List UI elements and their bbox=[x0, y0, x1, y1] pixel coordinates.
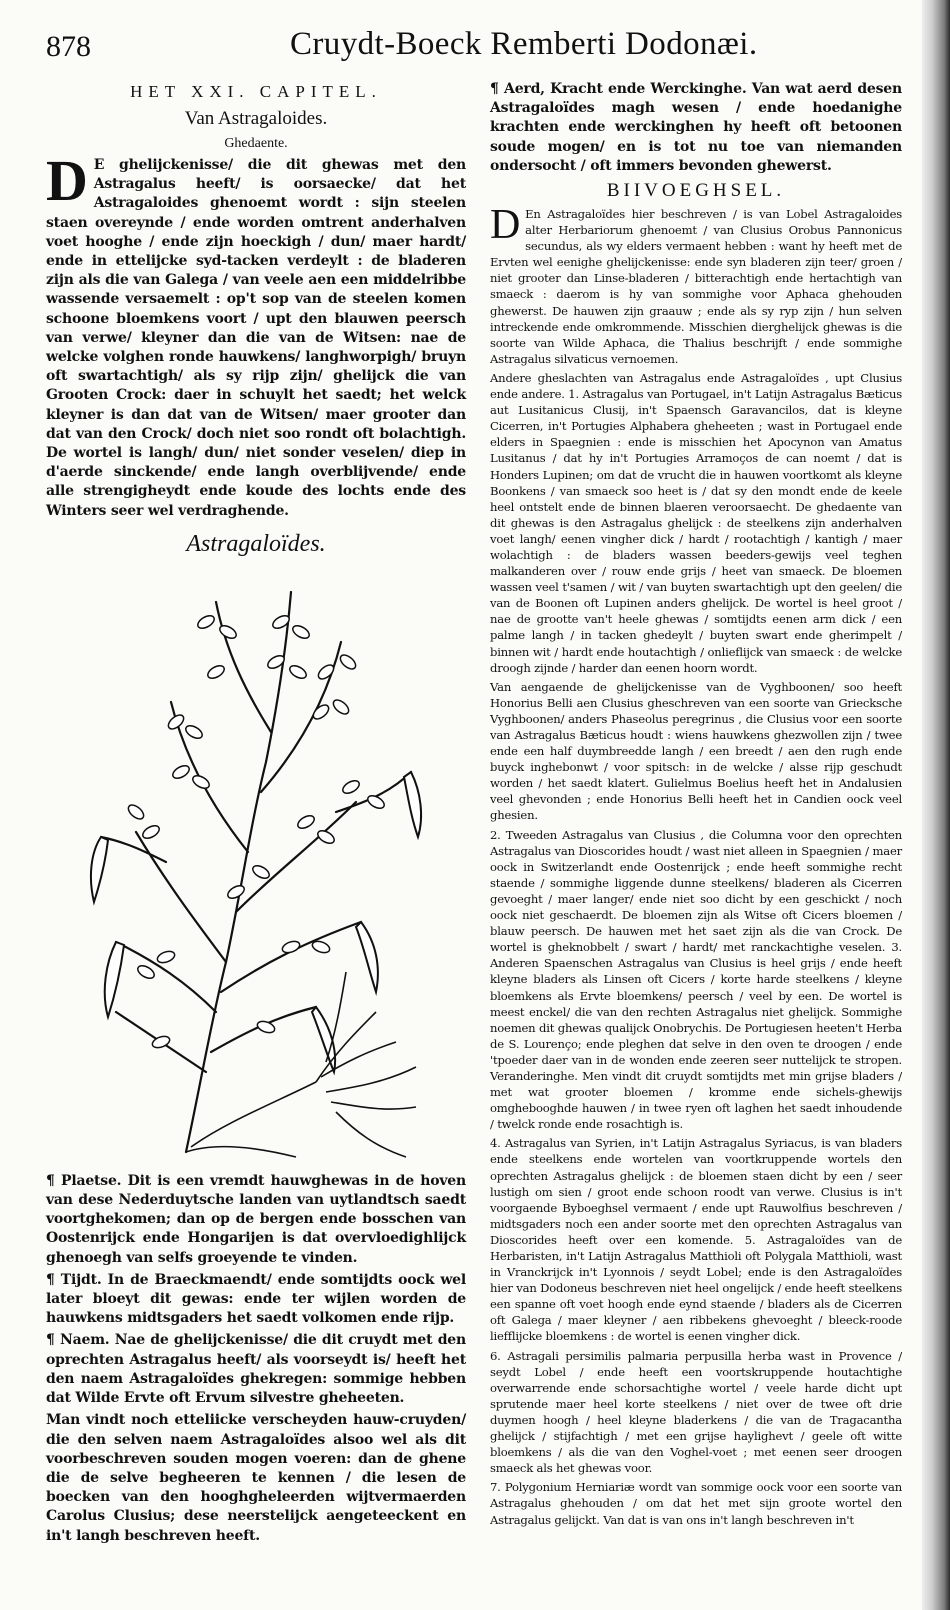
species-paragraph-7: 7. Polygonium Herniariæ wordt van sommige oock voor een soorte van Astragalus ghehouden / om dat het met sijn groote wortel den Astragalus gelijckt. Van dat is van ons in't langh beschreven in't bbox=[490, 1480, 902, 1527]
bijvoeghsel-heading: BIIVOEGHSEL. bbox=[606, 180, 786, 202]
species-paragraph-vyghboonen: Van aengaende de ghelijckenisse van de Vyghboonen/ soo heeft Honorius Belli aen Clusius gheschreven van een soorte van Griecksche Vyghboonen/ anders Phaseolus peregrinus , die Clusius voor een soorte van Astragalus Bæticus houdt : wiens hauwkens ghezwollen zijn / twee ende een half duymbreedde langh / een breedt / aen den rugh ende buyck inghebonwt / voor spitsch: in de welcke / alsse rijp geschudt worden / het saedt klatert. Gulielmus Boelius heeft het in Andalusien veel ghevonden ; ende Honorius Belli heeft het in Candien oock veel ghesien. bbox=[490, 679, 902, 823]
description-text: E ghelijckenisse/ die dit ghewas met den Astragalus heeft/ is oorsaecke/ dat het Astragaloides ghenoemt wordt : sijn steelen staen overeynde / ende worden omtrent anderhalven voet hooghe / ende zijn hoeckigh / dun/ maer hardt/ ende in ettelijcke syd-tacken verdeylt : de bladeren zijn als die van Galega / van veele aen een middelribbe wassende versaemelt : op't sop van de steelen komen schoone bloemkens voort / upt den blauwen peersch van verwe/ kleyner dan die van de Witsen: nae de welcke volghen ronde hauwkens/ langhworpigh/ bruyn oft swartachtigh/ als sy rijp zijn/ ghelijck die van Grooten Crock: daer in schuylt het saedt; het welck kleyner is dan dat van de Witsen/ maer grooter dan dat van den Crock/ doch niet soo rondt oft bolachtigh. De wortel is langh/ dun/ niet sonder veselen/ diep in d'aerde sinckende/ ende langh overblijvende/ ende alle strengigheydt ende koude des lochts ende des Winters seer wel verdraghende. bbox=[46, 157, 466, 519]
plaetse-paragraph: ¶ Plaetse. Dit is een vremdt hauwghewas in de hoven van dese Nederduytsche landen van uytlandtsch saedt voortghekomen; dan op de bergen ende bosschen van Oostenrijck ende Hongarijen is dat overvloedighlijck ghenoegh van selfs groeyende te vinden. bbox=[46, 1172, 466, 1266]
left-column bbox=[46, 80, 466, 1549]
chapter-heading: HET XXI. CAPITEL. bbox=[130, 82, 382, 101]
drop-cap-right: D bbox=[490, 202, 521, 249]
page-edge-shadow bbox=[922, 0, 950, 1610]
chapter-subtitle: Van Astragaloides. bbox=[184, 108, 328, 129]
species-paragraph-1: Andere gheslachten van Astragalus ende Astragaloïdes , upt Clusius ende andere. 1. Astragalus van Portugael, in't Latijn Astragalus Bæticus aut Lusitanicus Clusij, in't Spaensch Garavancilos, dat is kleyne Cicerren, in't Portugies Alphabera gheheeten ; wast in Portugael ende elders in Spaegnien : ende is misschien het Apocynon van Amatus Lusitanus / dat hy in't Portugies Arramoços de can noemt / dat is Honders Lupinen; om dat de vrucht die in hauwen voortkomt als kleyne Boonkens / van smaeck soo heet is / dat sy den mondt ende de keele heel ontstelt ende de binnen blaeren veroorsaecht. De ghedaente van dit ghewas is den Astragalus ghelijck : de steelkens zijn anderhalven voet langh/ eenen vingher dick / hardt / rootachtigh / kantigh / maer wolachtigh : de bladers wassen beeders-gewijs veel teghen malkanderen over / rouw ende grijs / heet van smaeck. De bloemen wassen veel t'samen / wit / van buyten swartachtigh upt den geelen/ die van de Boonen oft Lupinen anders ghelijck. De wortel is heel groot / nae de grootte van't heele ghewas / somtijdts eenen arm dick / een palme langh / in tacken ghedeylt / buyten swart ende gherimpelt / binnen wit / hardt ende houtachtigh / onlieflijck van smaeck : de welcke droogh zijnde / harder dan eenen hoorn wordt. bbox=[490, 370, 902, 675]
bijvoeghsel-intro-text: En Astragaloïdes hier beschreven / is van Lobel Astragaloides alter Herbariorum ghenoemt / van Clusius Orobus Pannonicus secundus, als wy elders vermaent hebben : want hy heeft met de Ervten wel eenighe ghelijckenisse: ende syn bladeren zijn teer/ groen / niet grooter dan Linse-bladeren / bitterachtigh ende hertachtigh van smaeck : daerom is hy van sommighe voor Aphaca ghehouden ghewerst. De hauwen zijn graauw ; ende als sy ryp zijn / hun selven intreckende ende omkrommende. Misschien dierghelijck ghewas is die soorte van Wilde Aphaca, die Thalius beschrijft / ende sommighe Astragalus silvaticus vernoemen. bbox=[490, 207, 902, 366]
right-column bbox=[490, 80, 902, 1531]
astragaloides-woodcut-illustration bbox=[76, 562, 436, 1172]
naem-paragraph: ¶ Naem. Nae de ghelijckenisse/ die dit cruydt met den oprechten Astragalus heeft/ als voorseydt is/ heeft het den naem Astragaloïdes ghekregen: sommige hebben dat Wilde Ervte oft Ervum silvestre gheheeten. bbox=[46, 1332, 466, 1407]
species-paragraph-6: 6. Astragali persimilis palmaria perpusilla herba wast in Provence / seydt Lobel / ende heeft een voortskruppende houtachtighe overwarrende ende schorsachtighe wortel / veele harde dicht upt sprutende maer heel korte steelkens / niet over de twee oft drie duymen hoogh / heel kleyne bladerkens / die van de Tragacantha ghelijck / stijfachtigh / met een grijse haylighevt / geele oft witte bloemkens / als die van den Voghel-voet ; met eenen seer droogen smaeck als het ghewas voor. bbox=[490, 1348, 902, 1476]
drop-cap: D bbox=[46, 148, 88, 213]
tijdt-paragraph: ¶ Tijdt. In de Braeckmaendt/ ende somtijdts oock wel later bloeyt dit gewas: ende ter wijlen worden de hauwkens midtsgaders het saedt volkomen ende rijp. bbox=[46, 1271, 466, 1327]
aerd-paragraph: ¶ Aerd, Kracht ende Werckinghe. Van wat aerd desen Astragaloïdes magh wesen / ende hoedanighe krachten ende werckinghen hy heeft oft betoonen soude mogen/ en is tot nu toe van niemanden ondersocht / oft immers bevonden ghewerst. bbox=[490, 81, 902, 174]
figure-caption: Astragaloïdes. bbox=[186, 530, 326, 557]
bijvoeghsel-intro-paragraph bbox=[490, 202, 902, 367]
section-heading-ghedaente: Ghedaente. bbox=[224, 136, 288, 151]
page-number: 878 bbox=[46, 30, 91, 63]
closing-paragraph: Man vindt noch etteliicke verscheyden hauw-cruyden/ die den selven naem Astragaloïdes alsoo wel als dit voorbeschreven souden mogen voeren: dan de ghene die de selve begheeren te kennen / die lesen de boecken van den hooghgheleerden wijtvermaerden Carolus Clusius; dese neerstelijck aengeteeckent en in't langh beschreven heeft. bbox=[46, 1412, 466, 1544]
description-paragraph bbox=[46, 148, 466, 521]
running-title: Cruydt-Boeck Remberti Dodonæi. bbox=[290, 26, 758, 62]
species-paragraph-4-5: 4. Astragalus van Syrien, in't Latijn Astragalus Syriacus, is van bladers ende steelkens ende wortelen van voortkruppende wortels den oprechten Astragalus ghelijck : de bloemen staen dicht by een / seer lustigh om sien / groot ende schoon roodt van verwe. Clusius is in't voorgaende Byboeghsel vermaent / ende upt Rauwolfius beschreven / midtsgaders noch een ander soorte met den oprechten Astragalus van Dioscorides heeft over een komende. 5. Astragaloïdes van de Herbaristen, in't Latijn Astragalus Matthioli oft Polygala Matthioli, wast in Vranckrijck in't Lyonnois / seydt Lobel; ende is den Astragaloïdes hier van Dodoneus beschreven niet heel ongelijck / ende heeft steelkens een spanne oft voet hoogh ende eynd staende / bladers als de Cicerren oft Galega / maer kleyner / aen ribbekens ghevoeght / bleeck-roode liefflijcke bloemkens : de wortel is eenen vingher dick. bbox=[490, 1136, 902, 1344]
species-paragraph-2-3: 2. Tweeden Astragalus van Clusius , die Columna voor den oprechten Astragalus van Dioscorides houdt / wast niet alleen in Spaegnien / maer oock in Switzerlandt ende Oostenrijck ; ende heeft sommighe recht staende / sommighe liggende dunne steelkens/ bladeren als Cicerren gevoeght / maer langer/ ende niet soo dicht by een geschickt / noch oock niet geschaerdt. De bloemen zijn als Witse oft Cicers bloemen / blauw peersch. De hauwen met het saet zijn als die van Crock. De wortel is gheknobbelt / swart / hardt/ met ranckachtighe veselen. 3. Anderen Spaenschen Astragalus van Clusius is heel grijs / ende heeft kleyne bladers als Linsen oft Cicers / korte harde steelkens / kleyne bloemkens als Ervte bloemkens/ peersch / veel by een. De wortel is meest enckel/ die van den rechten Astragalus niet ghelijck. Sommighe noemen dit ghewas qualijck Onobrychis. De Portugiesen heeten't Herba de S. Lourenço; ende pleghen dat selve in den oven te droogen / ende 'tpoeder daer van in de wonden ende zeeren seer nuttelijck te stropen. Veranderinghe. Men vindt dit cruydt somtijdts met min grijse bladers / met wat grooter bloemen / kromme ende sichels-ghewijs omghebooghde hauwen / in twee ryen oft laghen het saedt inhoudende / twelck ronde ende rosachtigh is. bbox=[490, 827, 902, 1132]
